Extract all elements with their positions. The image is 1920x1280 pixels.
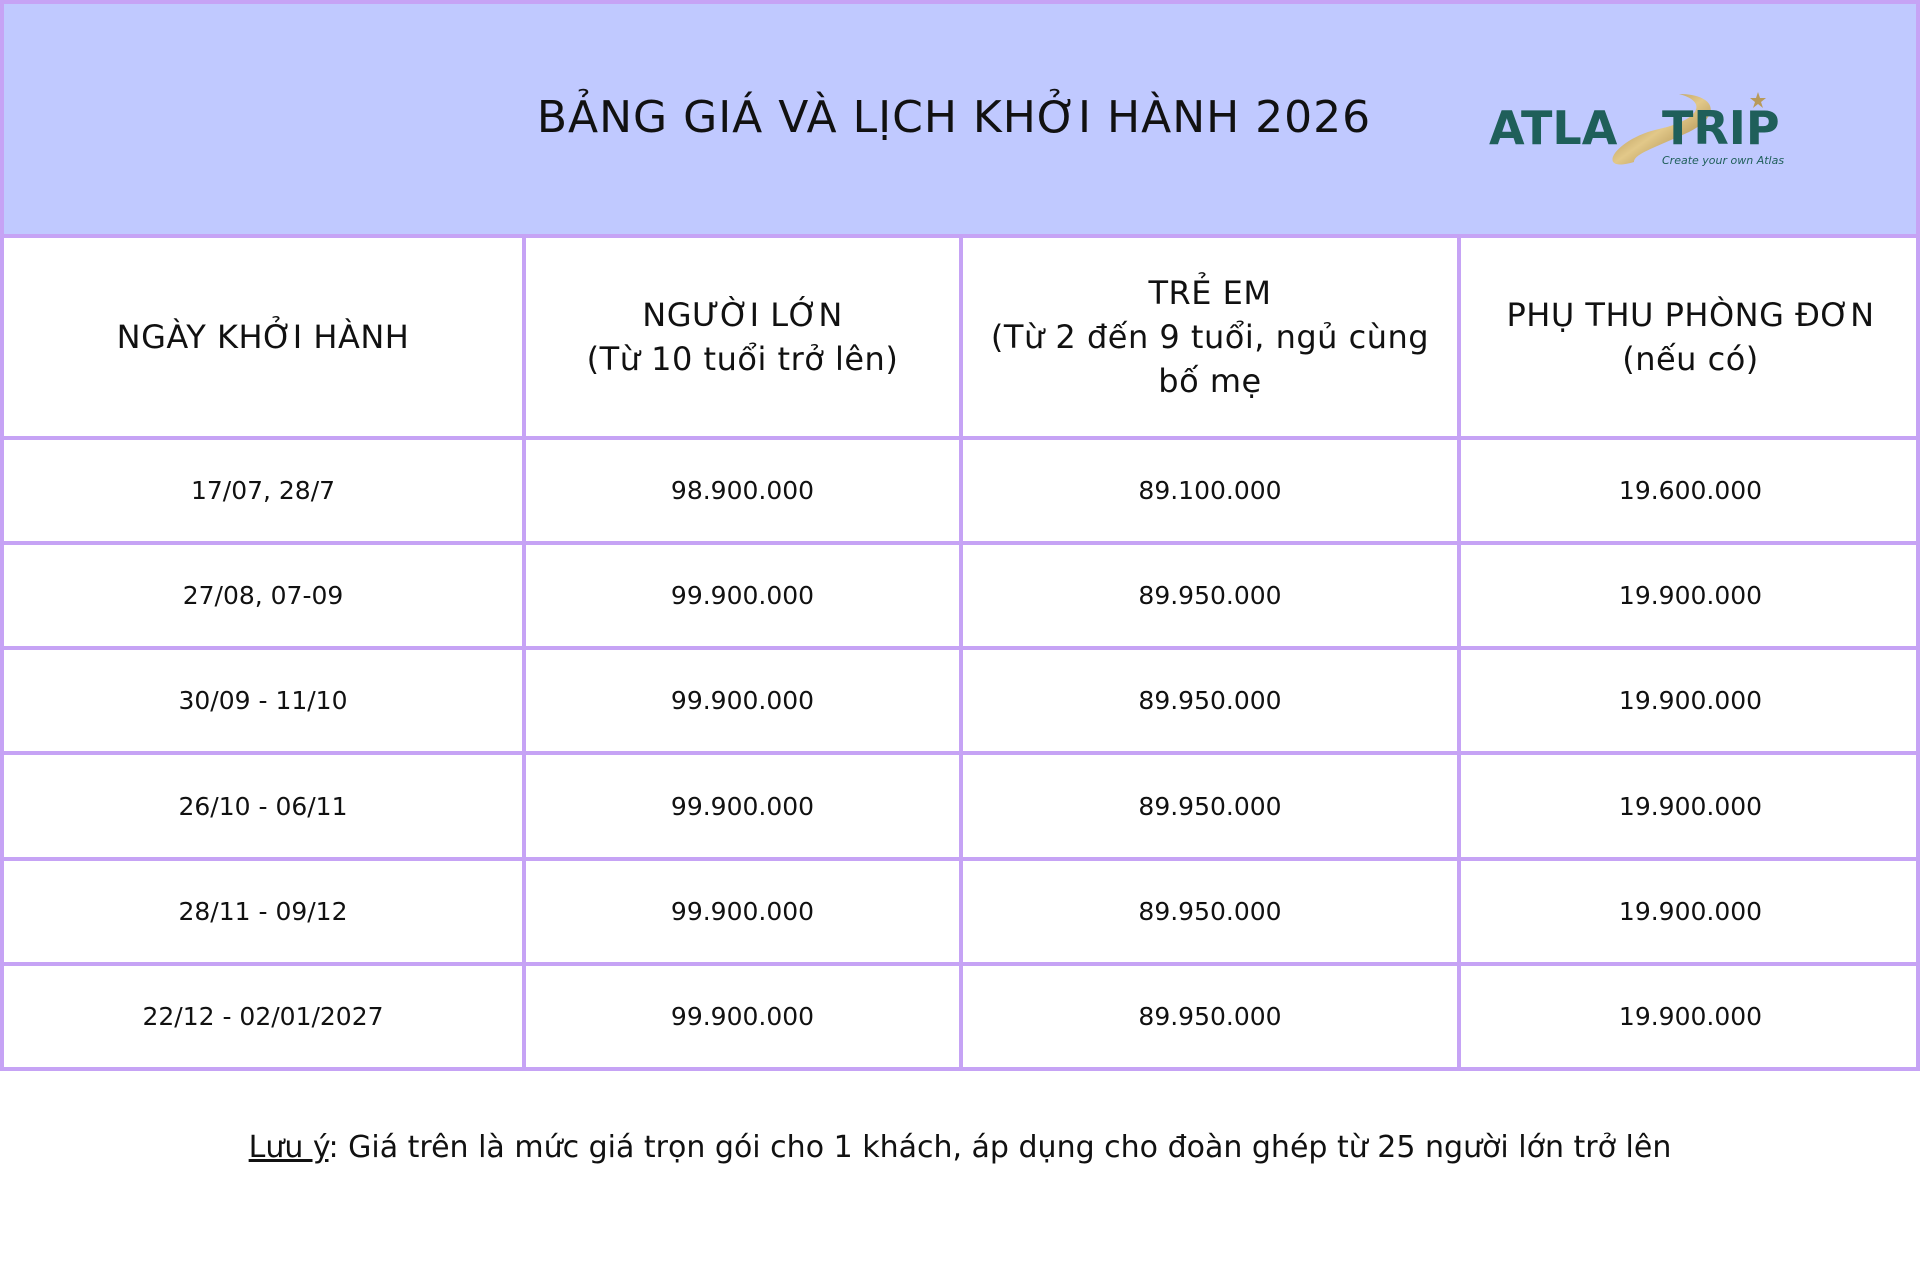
cell-child-price: 89.950.000 — [961, 648, 1459, 753]
footnote-label: Lưu ý — [248, 1130, 329, 1165]
page-title: BẢNG GIÁ VÀ LỊCH KHỞI HÀNH 2026 — [536, 92, 1372, 143]
table-row — [2, 438, 1920, 543]
table-row — [2, 964, 1920, 1069]
footnote — [0, 1130, 1920, 1165]
cell-single-supplement: 19.900.000 — [1459, 543, 1920, 648]
header-child: TRẺ EM (Từ 2 đến 9 tuổi, ngủ cùng bố mẹ — [961, 236, 1459, 438]
header-single-supplement: PHỤ THU PHÒNG ĐƠN (nếu có) — [1459, 236, 1920, 438]
cell-single-supplement: 19.900.000 — [1459, 859, 1920, 964]
header-departure-date: NGÀY KHỞI HÀNH — [2, 236, 524, 438]
logo-tagline: Create your own Atlas — [1662, 154, 1785, 167]
cell-date: 27/08, 07-09 — [2, 543, 524, 648]
cell-adult-price: 99.900.000 — [524, 753, 961, 858]
cell-single-supplement: 19.900.000 — [1459, 753, 1920, 858]
cell-child-price: 89.100.000 — [961, 438, 1459, 543]
cell-child-price: 89.950.000 — [961, 859, 1459, 964]
cell-single-supplement: 19.600.000 — [1459, 438, 1920, 543]
footnote-text: : Giá trên là mức giá trọn gói cho 1 khách, áp dụng cho đoàn ghép từ 25 người lớn trở lên — [328, 1130, 1672, 1165]
price-table — [0, 234, 1920, 1071]
table-row — [2, 859, 1920, 964]
logo-text-trip: TRIP — [1662, 101, 1780, 155]
cell-child-price: 89.950.000 — [961, 543, 1459, 648]
cell-date: 30/09 - 11/10 — [2, 648, 524, 753]
cell-date: 28/11 - 09/12 — [2, 859, 524, 964]
cell-date: 17/07, 28/7 — [2, 438, 524, 543]
cell-adult-price: 99.900.000 — [524, 964, 961, 1069]
cell-child-price: 89.950.000 — [961, 753, 1459, 858]
logo-text-atla: ATLA — [1489, 101, 1618, 155]
cell-single-supplement: 19.900.000 — [1459, 648, 1920, 753]
cell-date: 26/10 - 06/11 — [2, 753, 524, 858]
table-row — [2, 648, 1920, 753]
table-header-row — [2, 236, 1920, 438]
header-adult: NGƯỜI LỚN (Từ 10 tuổi trở lên) — [524, 236, 961, 438]
cell-single-supplement: 19.900.000 — [1459, 964, 1920, 1069]
table-row — [2, 753, 1920, 858]
cell-adult-price: 99.900.000 — [524, 543, 961, 648]
table-row — [2, 543, 1920, 648]
cell-adult-price: 99.900.000 — [524, 648, 961, 753]
cell-adult-price: 98.900.000 — [524, 438, 961, 543]
cell-adult-price: 99.900.000 — [524, 859, 961, 964]
cell-child-price: 89.950.000 — [961, 964, 1459, 1069]
cell-date: 22/12 - 02/01/2027 — [2, 964, 524, 1069]
